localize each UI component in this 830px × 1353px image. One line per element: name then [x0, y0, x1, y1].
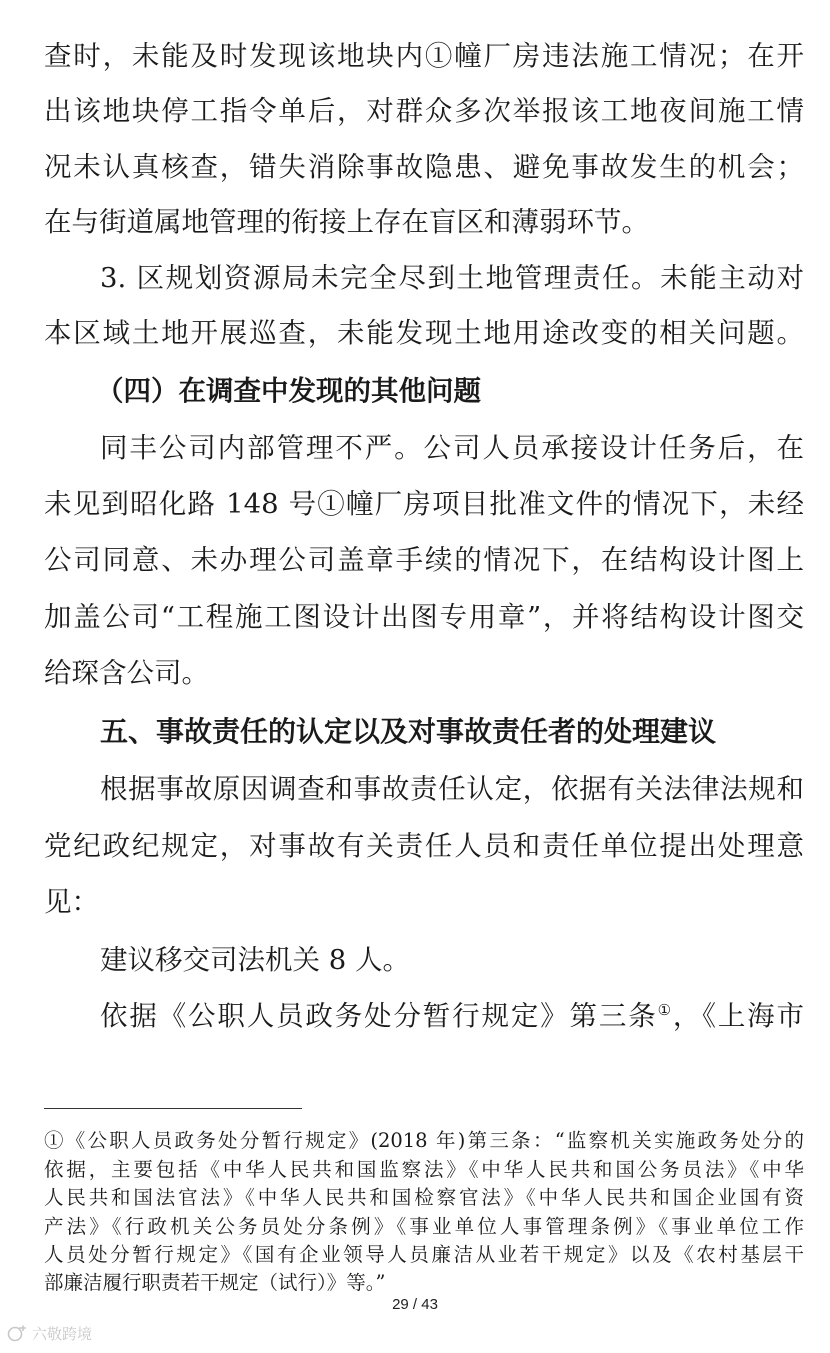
- footnote-line: 产法》《行政机关公务员处分条例》《事业单位人事管理条例》《事业单位工作: [44, 1215, 804, 1238]
- paragraph-line: 党纪政纪规定，对事故有关责任人员和责任单位提出处理意: [44, 830, 804, 862]
- body-line: 3. 区规划资源局未完全尽到土地管理责任。未能主动对: [100, 262, 804, 294]
- body-line: 本区域土地开展巡查，未能发现土地用途改变的相关问题。: [44, 317, 804, 349]
- section-heading: 五、事故责任的认定以及对事故责任者的处理建议: [100, 715, 717, 748]
- paragraph-line: 见：: [44, 886, 99, 918]
- watermark-text: 六敬跨境: [32, 1325, 93, 1343]
- watermark: [6, 1323, 92, 1344]
- paragraph-line: 给琛含公司。: [44, 657, 209, 689]
- body-line: 况未认真核查，错失消除事故隐患、避免事故发生的机会；: [44, 151, 804, 183]
- text-segment: ，《上海市: [672, 1000, 805, 1032]
- body-line: 出该地块停工指令单后，对群众多次举报该工地夜间施工情: [44, 95, 804, 127]
- paragraph-line: 公司同意、未办理公司盖章手续的情况下，在结构设计图上: [44, 544, 804, 576]
- paragraph-line: 未见到昭化路 148 号①幢厂房项目批准文件的情况下，未经: [44, 488, 804, 520]
- paragraph-line: 根据事故原因调查和事故责任认定，依据有关法律法规和: [100, 773, 804, 805]
- footnote-separator: [44, 1108, 302, 1109]
- paragraph-line: 同丰公司内部管理不严。公司人员承接设计任务后，在: [100, 432, 804, 464]
- footnote-line: 人员处分暂行规定》《国有企业领导人员廉洁从业若干规定》以及《农村基层干: [44, 1243, 804, 1266]
- footnote-line: 人民共和国法官法》《中华人民共和国检察官法》《中华人民共和国企业国有资: [44, 1186, 804, 1209]
- footnote-reference[interactable]: ①: [657, 1000, 673, 1019]
- footnote-line: ①《公职人员政务处分暂行规定》(2018 年)第三条：“监察机关实施政务处分的: [44, 1129, 804, 1152]
- paragraph-line: 加盖公司“工程施工图设计出图专用章”，并将结构设计图交: [44, 601, 804, 633]
- watermark-logo-icon: [6, 1325, 28, 1343]
- footnote-line: 部廉洁履行职责若干规定（试行）》等。”: [44, 1271, 386, 1294]
- paragraph-line-with-footnote-ref: [100, 996, 804, 1036]
- section-subheading: （四）在调查中发现的其他问题: [96, 375, 481, 407]
- body-line: 查时，未能及时发现该地块内①幢厂房违法施工情况；在开: [44, 40, 804, 72]
- text-segment: 依据《公职人员政务处分暂行规定》第三条: [100, 1000, 658, 1032]
- body-line: 在与街道属地管理的衔接上存在盲区和薄弱环节。: [44, 206, 649, 238]
- footnote-line: 依据，主要包括《中华人民共和国监察法》《中华人民共和国公务员法》《中华: [44, 1158, 804, 1181]
- page-number: 29 / 43: [392, 1296, 438, 1313]
- paragraph-line: 建议移交司法机关 8 人。: [100, 944, 410, 976]
